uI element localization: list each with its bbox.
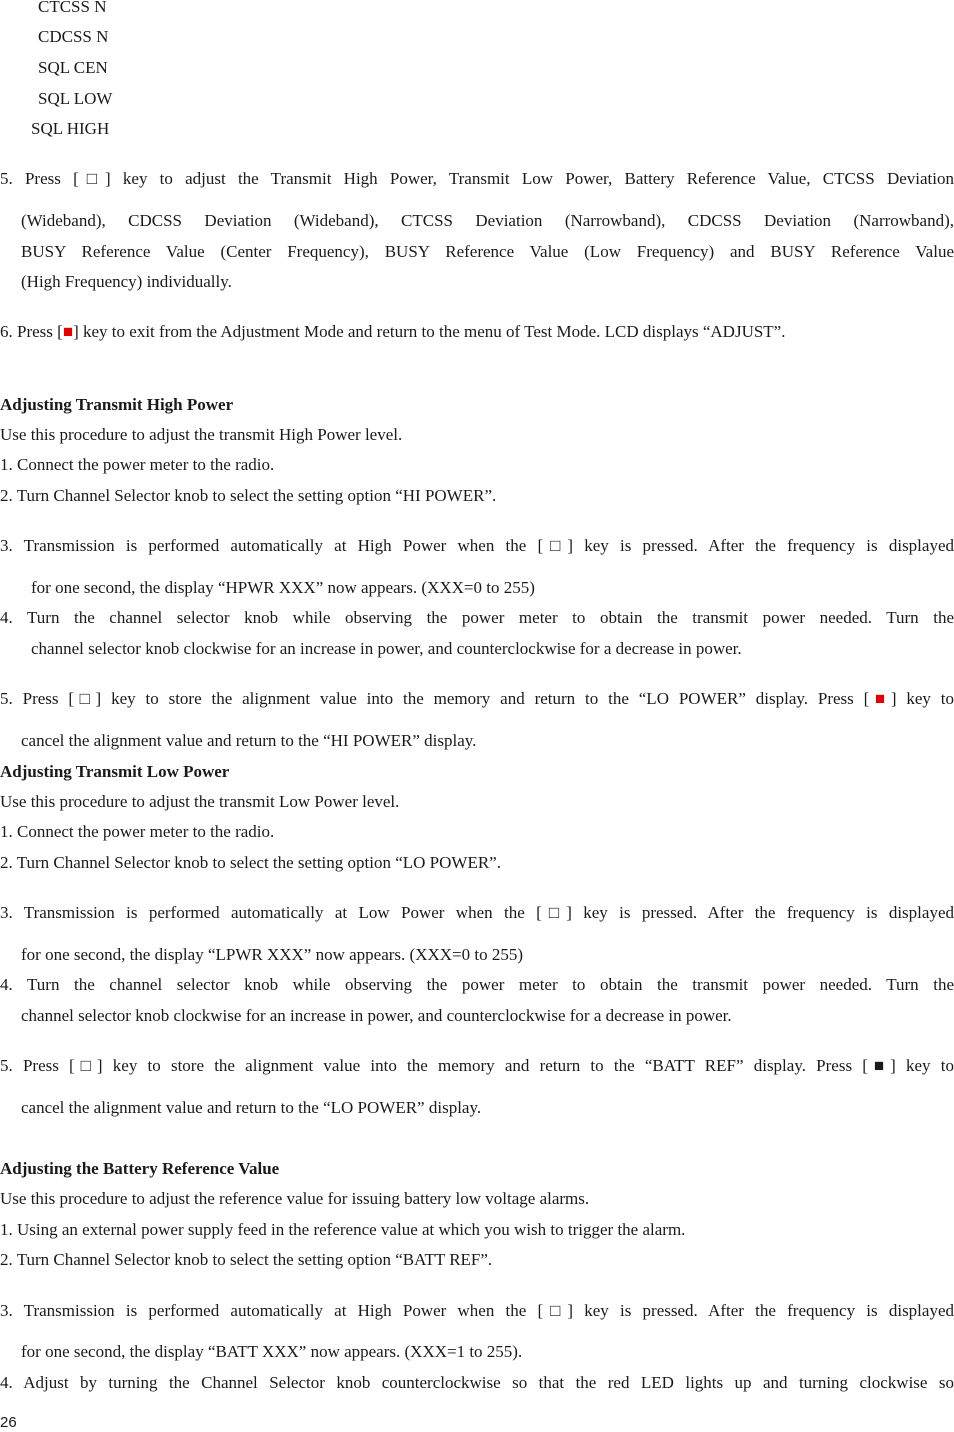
intro-step5-line1: 5. Press [□] key to adjust the Transmit High Power, Transmit Low Power, Battery Reference Value, CTCSS Deviation bbox=[0, 169, 954, 188]
menu-item-sql-high: SQL HIGH bbox=[31, 119, 110, 138]
filled-square-icon: ■ bbox=[867, 1056, 891, 1075]
intro-step5-line4: (High Frequency) individually. bbox=[21, 272, 232, 291]
low-power-step5-line2: cancel the alignment value and return to the “LO POWER” display. bbox=[21, 1098, 482, 1117]
low-power-step2: 2. Turn Channel Selector knob to select the setting option “LO POWER”. bbox=[0, 853, 501, 872]
low-power-desc: Use this procedure to adjust the transmit Low Power level. bbox=[0, 792, 400, 811]
low-power-step4-line1: 4. Turn the channel selector knob while observing the power meter to obtain the transmit power needed. Turn the bbox=[0, 975, 954, 994]
heading-battery: Adjusting the Battery Reference Value bbox=[0, 1159, 280, 1178]
high-power-step1: 1. Connect the power meter to the radio. bbox=[0, 455, 275, 474]
battery-step4-line1: 4. Adjust by turning the Channel Selector knob counterclockwise so that the red LED lights up and turning clockwise so bbox=[0, 1373, 954, 1392]
page-number: 26 bbox=[0, 1414, 17, 1431]
battery-step2: 2. Turn Channel Selector knob to select the setting option “BATT REF”. bbox=[0, 1250, 493, 1269]
low-power-step4-line2: channel selector knob clockwise for an increase in power, and counterclockwise for a decrease in power. bbox=[21, 1006, 732, 1025]
battery-step3-line1: 3. Transmission is performed automatically at High Power when the [□] key is pressed. After the frequency is displayed bbox=[0, 1301, 954, 1320]
intro-step6-post: ] key to exit from the Adjustment Mode and return to the menu of Test Mode. LCD displays “ADJUST”. bbox=[73, 322, 786, 341]
filled-square-icon: ■ bbox=[62, 322, 74, 341]
filled-square-icon: ■ bbox=[869, 689, 891, 708]
battery-desc: Use this procedure to adjust the reference value for issuing battery low voltage alarms. bbox=[0, 1189, 590, 1208]
menu-item-ctcss-n: CTCSS N bbox=[38, 0, 107, 16]
high-power-step5-pre: 5. Press [□] key to store the alignment value into the memory and return to the “LO POWER” display. Press [ bbox=[0, 689, 870, 708]
high-power-step5-line1 bbox=[0, 689, 954, 709]
intro-step5-line2: (Wideband), CDCSS Deviation (Wideband), CTCSS Deviation (Narrowband), CDCSS Deviation (Narrowband), bbox=[21, 211, 954, 230]
low-power-step3-line2: for one second, the display “LPWR XXX” now appears. (XXX=0 to 255) bbox=[21, 945, 523, 964]
battery-step3-line2: for one second, the display “BATT XXX” now appears. (XXX=1 to 255). bbox=[21, 1342, 523, 1361]
battery-step1: 1. Using an external power supply feed in the reference value at which you wish to trigger the alarm. bbox=[0, 1220, 686, 1239]
high-power-step3-line2: for one second, the display “HPWR XXX” now appears. (XXX=0 to 255) bbox=[31, 578, 535, 597]
heading-low-power: Adjusting Transmit Low Power bbox=[0, 762, 230, 781]
high-power-step5-post: ] key to bbox=[890, 689, 954, 708]
menu-item-sql-low: SQL LOW bbox=[38, 89, 113, 108]
high-power-step2: 2. Turn Channel Selector knob to select the setting option “HI POWER”. bbox=[0, 486, 497, 505]
intro-step6-pre: 6. Press [ bbox=[0, 322, 63, 341]
high-power-step5-line2: cancel the alignment value and return to the “HI POWER” display. bbox=[21, 731, 477, 750]
low-power-step5-pre: 5. Press [□] key to store the alignment value into the memory and return to the “BATT REF” display. Press [ bbox=[0, 1056, 868, 1075]
low-power-step1: 1. Connect the power meter to the radio. bbox=[0, 822, 275, 841]
low-power-step3-line1: 3. Transmission is performed automatically at Low Power when the [□] key is pressed. After the frequency is displayed bbox=[0, 903, 954, 922]
menu-item-sql-cen: SQL CEN bbox=[38, 58, 108, 77]
menu-item-cdcss-n: CDCSS N bbox=[38, 27, 109, 46]
high-power-desc: Use this procedure to adjust the transmit High Power level. bbox=[0, 425, 403, 444]
low-power-step5-line1 bbox=[0, 1056, 954, 1076]
intro-step6 bbox=[0, 322, 785, 342]
high-power-step3-line1: 3. Transmission is performed automatically at High Power when the [□] key is pressed. After the frequency is displayed bbox=[0, 536, 954, 555]
high-power-step4-line2: channel selector knob clockwise for an increase in power, and counterclockwise for a decrease in power. bbox=[31, 639, 742, 658]
heading-high-power: Adjusting Transmit High Power bbox=[0, 395, 234, 414]
high-power-step4-line1: 4. Turn the channel selector knob while observing the power meter to obtain the transmit power needed. Turn the bbox=[0, 608, 954, 627]
intro-step5-line3: BUSY Reference Value (Center Frequency), BUSY Reference Value (Low Frequency) and BUSY Reference Value bbox=[21, 242, 954, 261]
low-power-step5-post: ] key to bbox=[890, 1056, 954, 1075]
